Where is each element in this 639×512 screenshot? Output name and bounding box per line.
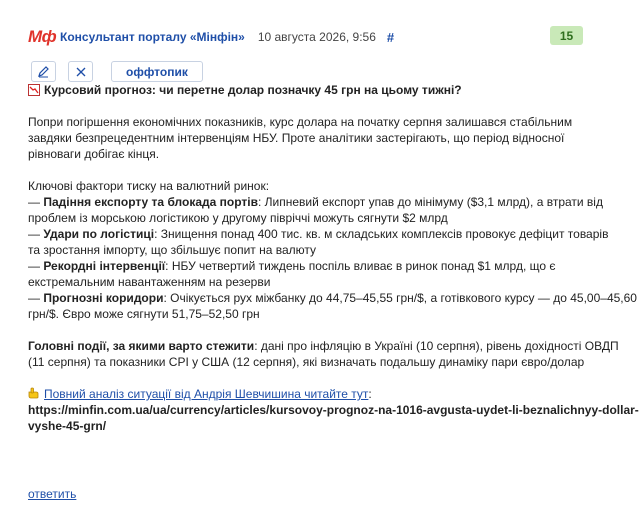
close-button[interactable]: [68, 61, 93, 82]
post-date: 10 августа 2026, 9:56: [257, 30, 376, 44]
intro-line: Попри погіршення економічних показників, курс долара на початку серпня залишався стабільним: [28, 115, 573, 129]
factors-heading: Ключові фактори тиску на валютний ринок:: [28, 179, 270, 193]
pointing-hand-icon: [28, 387, 40, 399]
post-body: [28, 82, 639, 434]
minfin-logo: Мф: [28, 27, 57, 46]
analysis-link-line: Повний аналіз ситуації від Андрія Шевчишина читайте тут:: [28, 386, 628, 402]
intro-line: завдяки безпрецедентним інтервенціям НБУ. Проте аналітики застерігають, що період відносної: [28, 131, 565, 145]
factor-item: — Падіння експорту та блокада портів: Липневий експорт упав до мінімуму ($3,1 млрд), а втрати від: [28, 195, 603, 209]
post-header: [28, 26, 394, 48]
rating-badge[interactable]: 15: [550, 26, 583, 45]
chart-decreasing-icon: [28, 84, 40, 96]
post-toolbar: [31, 61, 203, 82]
factor-item-cont: та зростання імпорту, що збільшує попит на валюту: [28, 243, 317, 257]
reply-link[interactable]: ответить: [28, 487, 77, 501]
post-title: Курсовий прогноз: чи перетне долар позначку 45 грн на цьому тижні?: [44, 83, 462, 97]
permalink[interactable]: #: [386, 29, 395, 45]
factor-item-cont: грн/$. Євро може сягнути 51,75–52,50 грн: [28, 307, 260, 321]
intro-line: рівноваги добігає кінця.: [28, 147, 160, 161]
edit-button[interactable]: [31, 61, 56, 82]
factor-item-cont: екстремальним навантаженням на резерви: [28, 275, 271, 289]
author-name[interactable]: Консультант порталу «Мінфін»: [60, 30, 245, 44]
article-url[interactable]: https://minfin.com.ua/ua/currency/articles/kursovoy-prognoz-na-1016-avgusta-uydet-li-beznalichnyy-dollar-: [28, 403, 639, 417]
pencil-icon: [37, 65, 50, 78]
factor-item-cont: проблем із морською логістикою у другому півріччі можуть сягнути $2 млрд: [28, 211, 448, 225]
close-icon: [75, 66, 87, 78]
factor-item: — Рекордні інтервенції: НБУ четвертий тиждень поспіль вливає в ринок понад $1 млрд, що є: [28, 259, 556, 273]
events-line-cont: (11 серпня) та показники CPI у США (12 серпня), які визначать подальшу динаміку пари євро/долар: [28, 355, 585, 369]
factor-item: — Прогнозні коридори: Очікується рух міжбанку до 44,75–45,55 грн/$, а готівкового курсу — до 45,00–45,60: [28, 291, 637, 305]
offtopic-tag[interactable]: оффтопик: [111, 61, 203, 82]
events-line: Головні події, за якими варто стежити: дані про інфляцію в Україні (10 серпня), рівень дохідності ОВДП: [28, 339, 619, 353]
analysis-link[interactable]: Повний аналіз ситуації від Андрія Шевчишина читайте тут: [44, 387, 369, 401]
article-url-cont[interactable]: vyshe-45-grn/: [28, 419, 107, 433]
post-title-line: [28, 82, 628, 98]
factor-item: — Удари по логістиці: Знищення понад 400 тис. кв. м складських комплексів провокує дефіцит товарів: [28, 227, 609, 241]
